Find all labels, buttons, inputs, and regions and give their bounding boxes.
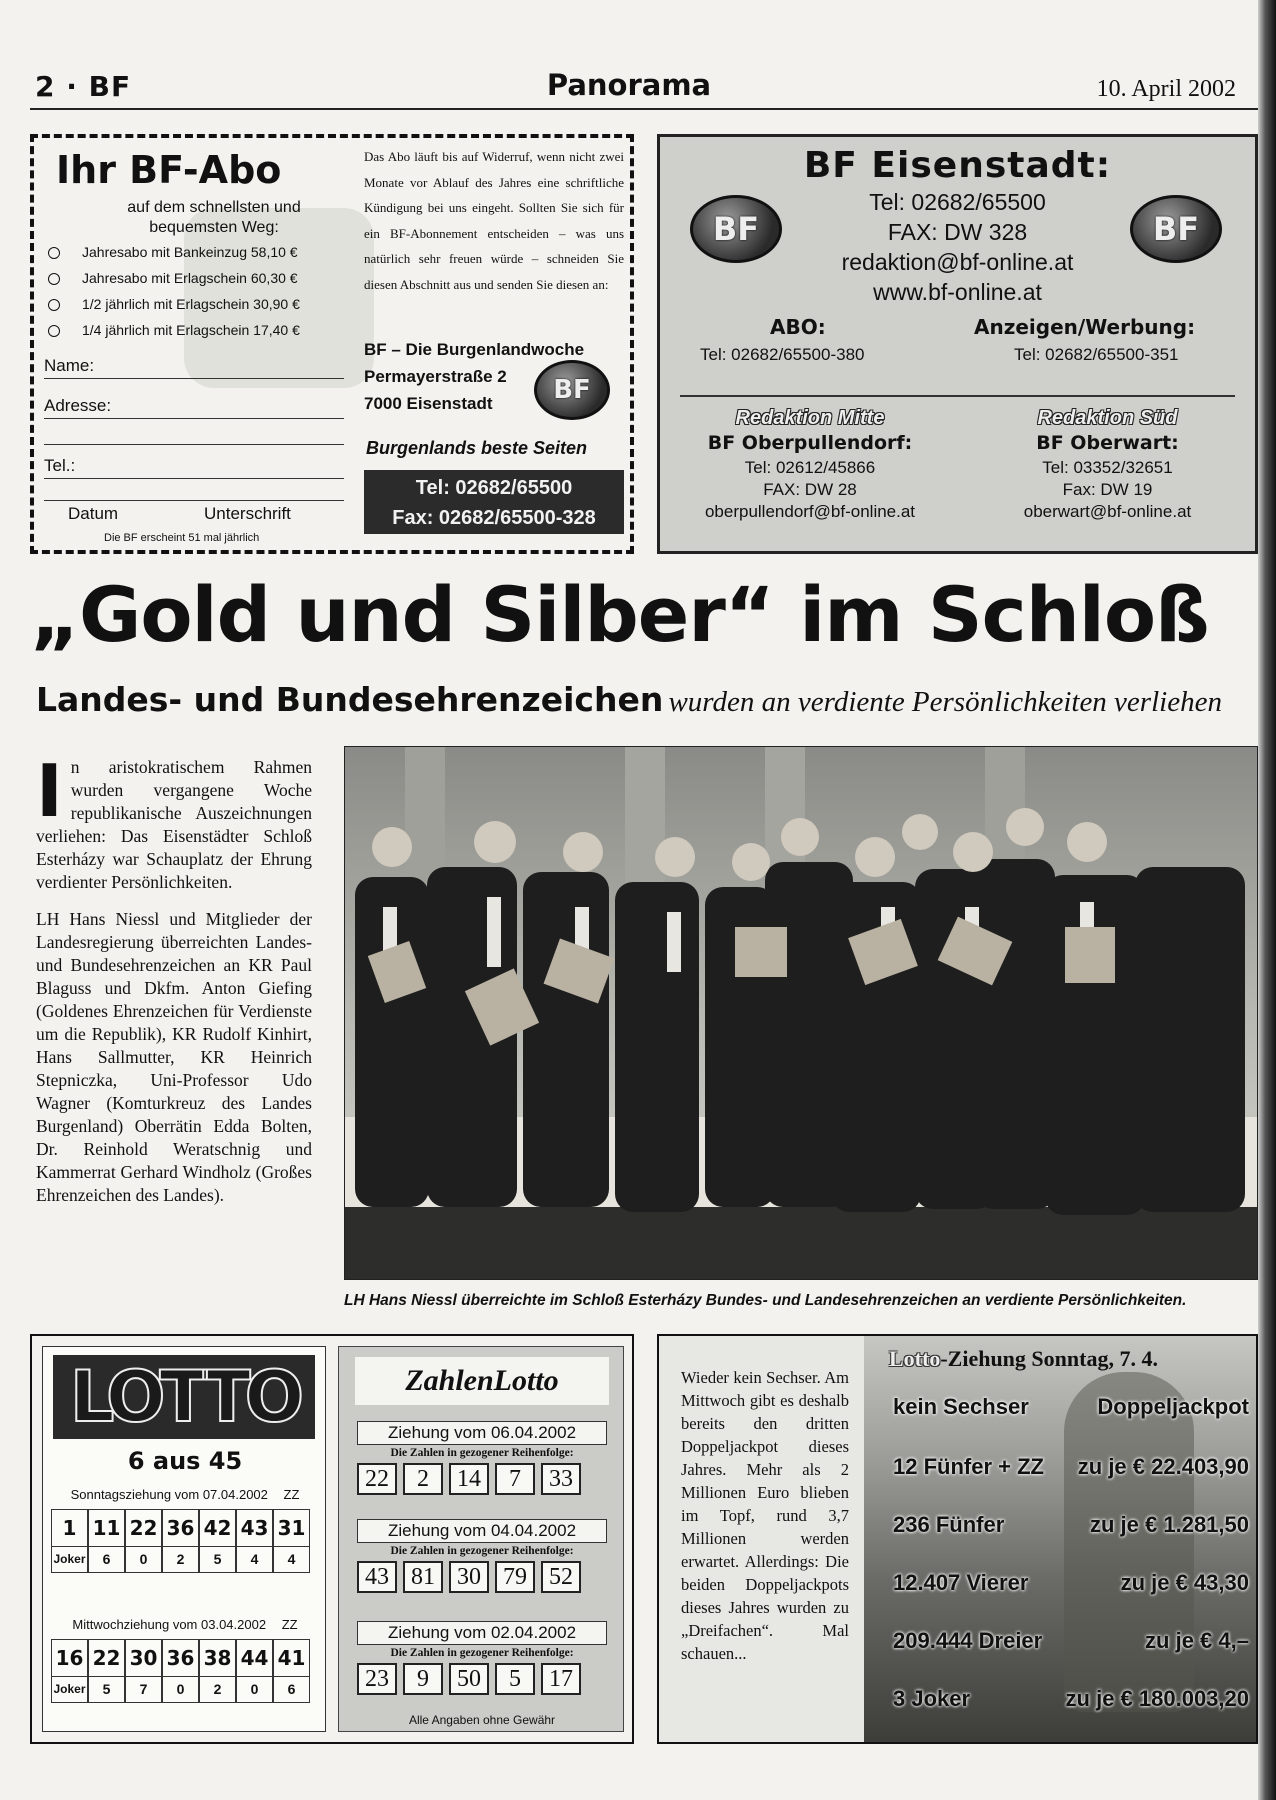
zahlenlotto-number: 2 (403, 1463, 443, 1495)
ziehung-photo-figure (1064, 1372, 1194, 1712)
zahlenlotto-numbers (357, 1463, 581, 1495)
bf-logo-icon: BF (690, 195, 782, 263)
lotto-results-box (30, 1334, 634, 1744)
joker-digit: 6 (88, 1547, 125, 1573)
sunday-draw-label: Sonntagsziehung vom 07.04.2002 ZZ (70, 1487, 300, 1502)
eisenstadt-email[interactable]: redaktion@bf-online.at (841, 249, 1074, 275)
award-ceremony-photo (344, 746, 1258, 1280)
ziehung-text: Wieder kein Sechser. Am Mittwoch gibt es deshalb bereits den dritten Doppeljackpot dieses Jahres. Mehr als 2 Millionen Euro blieben im Topf, rund 3,7 Millionen werden erwartet. Allerdings: Die beiden Doppeljackpots dieses Jahres wurden zu „Dreifachen“. Mal schauen... (681, 1368, 849, 1663)
ziehung-row-label: 209.444 Dreier (893, 1628, 1043, 1653)
joker-digit: 0 (125, 1547, 162, 1573)
zahlenlotto-number: 9 (403, 1663, 443, 1695)
ziehung-row (893, 1512, 1249, 1538)
page-binding-edge (1258, 0, 1276, 1800)
zahlenlotto-hint: Die Zahlen in gezogener Reihenfolge: (390, 1545, 574, 1557)
date-signature-line[interactable] (44, 500, 344, 501)
zahlenlotto-number: 50 (449, 1663, 489, 1695)
zahlenlotto-number: 79 (495, 1561, 535, 1593)
zahlenlotto-number: 7 (495, 1463, 535, 1495)
ziehung-row-value: zu je € 180.003,20 (1065, 1686, 1249, 1711)
lotto-logo: LOTTO (53, 1355, 315, 1439)
ziehung-row-label: 12.407 Vierer (893, 1570, 1029, 1595)
abo-label: ABO: (770, 315, 826, 339)
lotto-number: 11 (88, 1509, 125, 1547)
issue-date: 10. April 2002 (1096, 76, 1236, 102)
joker-digit: 0 (162, 1677, 199, 1703)
eisenstadt-divider (680, 395, 1235, 397)
photo-caption: LH Hans Niessl überreichte im Schloß Esterházy Bundes- und Landesehrenzeichen an verdiente Persönlichkeiten. (344, 1292, 1187, 1309)
ziehung-row (893, 1686, 1249, 1712)
zahlenlotto-draw-date: Ziehung vom 06.04.2002 (357, 1421, 607, 1445)
wednesday-joker-row (51, 1677, 310, 1703)
ziehung-row (893, 1454, 1249, 1480)
abo-contact-box: Tel: 02682/65500 Fax: 02682/65500-328 (364, 470, 624, 534)
lotto-6aus45-panel (42, 1346, 326, 1732)
zahlenlotto-number: 30 (449, 1561, 489, 1593)
lotto-number: 43 (236, 1509, 273, 1547)
lotto-number: 38 (199, 1639, 236, 1677)
abo-option[interactable]: Jahresabo mit Bankeinzug 58,10 € (48, 244, 298, 266)
abo-tagline: Burgenlands beste Seiten (366, 438, 588, 458)
lotto-ziehung-box (657, 1334, 1258, 1744)
article-subheadline (36, 680, 1266, 719)
bf-logo-icon: BF (1130, 195, 1222, 263)
zahlenlotto-numbers (357, 1663, 581, 1695)
zahlenlotto-number: 33 (541, 1463, 581, 1495)
redaktion-sued: Redaktion Süd BF Oberwart: Tel: 03352/32651 Fax: DW 19 oberwart@bf-online.at (1023, 407, 1192, 521)
lotto-number: 31 (273, 1509, 310, 1547)
bf-logo-icon: BF (534, 360, 610, 420)
phone-field[interactable] (44, 478, 344, 479)
ziehung-row-value: zu je € 22.403,90 (1077, 1454, 1249, 1479)
ziehung-title: Lotto-Ziehung Sonntag, 7. 4. (889, 1346, 1158, 1371)
lotto-number: 30 (125, 1639, 162, 1677)
ads-label: Anzeigen/Werbung: (974, 315, 1196, 339)
ziehung-row-label: 3 Joker (893, 1686, 971, 1711)
ads-tel: Tel: 02682/65500-351 (1014, 345, 1179, 364)
ziehung-row (893, 1394, 1249, 1420)
lotto-number: 22 (88, 1639, 125, 1677)
article-paragraph: In aristokratischem Rahmen wurden vergangene Woche republikanische Auszeichnungen verliehen: Das Eisenstädter Schloß Esterházy war Schauplatz der Ehrung verdienter Persönlichkeiten. (36, 749, 312, 892)
joker-digit: Joker (51, 1677, 88, 1703)
subheadline-bold: Landes- und Bundesehrenzeichen (36, 680, 664, 719)
dropcap: I (36, 749, 63, 833)
eisenstadt-tel: Tel: 02682/65500 (869, 189, 1046, 215)
abo-tel: Tel: 02682/65500-380 (700, 345, 865, 364)
joker-digit: 5 (199, 1547, 236, 1573)
joker-digit: 2 (162, 1547, 199, 1573)
wednesday-draw-label: Mittwochziehung vom 03.04.2002 ZZ (72, 1617, 298, 1632)
lotto-number: 22 (125, 1509, 162, 1547)
radio-icon[interactable] (48, 273, 60, 285)
address-field-label: Adresse: (44, 396, 112, 415)
signature-field-label: Unterschrift (204, 504, 291, 523)
article-headline: „Gold und Silber“ im Schloß (30, 570, 1209, 659)
abo-footnote: Die BF erscheint 51 mal jährlich (104, 532, 260, 544)
wednesday-number-row (51, 1639, 310, 1677)
name-field-label: Name: (44, 356, 95, 375)
radio-icon[interactable] (48, 299, 60, 311)
zahlenlotto-number: 23 (357, 1663, 397, 1695)
name-field[interactable] (44, 378, 344, 379)
photo-illustration (345, 747, 1258, 1280)
lotto-number: 36 (162, 1639, 199, 1677)
zahlenlotto-number: 52 (541, 1561, 581, 1593)
abo-option[interactable]: 1/4 jährlich mit Erlagschein 17,40 € (48, 322, 300, 344)
article-paragraph: LH Hans Niessl und Mitglieder der Landesregierung überreichten Landes- und Bundesehrenzeichen an KR Paul Blaguss und Dkfm. Anton Giefing (Goldenes Ehrenzeichen für Verdienste um die Republik), KR Rudolf Kinhirt, Hans Sallmutter, KR Heinrich Stepniczka, Uni-Professor Udo Wagner (Komturkreuz des Landes Burgenland) Oberrätin Edda Bolten, Dr. Reinhold Weratschnig und Kammerrat Gerhard Windholz (Großes Ehrenzeichen des Landes). (36, 909, 312, 1205)
zahlenlotto-number: 22 (357, 1463, 397, 1495)
eisenstadt-fax: FAX: DW 328 (887, 219, 1028, 245)
zahlenlotto-logo: ZahlenLotto (355, 1357, 609, 1405)
abo-subtitle: auf dem schnellsten und bequemsten Weg: (127, 199, 301, 236)
zahlenlotto-disclaimer: Alle Angaben ohne Gewähr (408, 1713, 556, 1727)
ziehung-row-label: 12 Fünfer + ZZ (893, 1454, 1044, 1479)
redaktion-mitte: Redaktion Mitte BF Oberpullendorf: Tel: 02612/45866 FAX: DW 28 oberpullendorf@bf-online.at (704, 407, 916, 521)
zahlenlotto-hint: Die Zahlen in gezogener Reihenfolge: (390, 1447, 574, 1459)
date-field-label: Datum (68, 504, 119, 523)
abo-terms-text: Das Abo läuft bis auf Widerruf, wenn nicht zwei Monate vor Ablauf des Jahres eine schriftliche Kündigung bei uns eingeht. Sollten Sie sich für ein BF-Abonnement entscheiden – was uns natürlich sehr freuen würde – schneiden Sie diesen Abschnitt aus und senden Sie diesen an: (364, 149, 624, 292)
ziehung-row-value: Doppeljackpot (1097, 1394, 1249, 1419)
joker-digit: 0 (236, 1677, 273, 1703)
joker-digit: 7 (125, 1677, 162, 1703)
joker-digit: Joker (51, 1547, 88, 1573)
zahlenlotto-hint: Die Zahlen in gezogener Reihenfolge: (390, 1647, 574, 1659)
lotto-game-name: 6 aus 45 (127, 1447, 243, 1475)
zahlenlotto-number: 81 (403, 1561, 443, 1593)
zahlenlotto-number: 43 (357, 1561, 397, 1593)
radio-icon[interactable] (48, 247, 60, 259)
zahlenlotto-panel (338, 1346, 624, 1732)
eisenstadt-web[interactable]: www.bf-online.at (873, 279, 1042, 305)
abo-option[interactable]: 1/2 jährlich mit Erlagschein 30,90 € (48, 296, 300, 318)
ziehung-row-label: 236 Fünfer (893, 1512, 1005, 1537)
eisenstadt-title: BF Eisenstadt: (803, 145, 1112, 186)
address-field[interactable] (44, 418, 344, 419)
ziehung-row (893, 1570, 1249, 1596)
zahlenlotto-draw-date: Ziehung vom 04.04.2002 (357, 1519, 607, 1543)
zahlenlotto-number: 14 (449, 1463, 489, 1495)
joker-digit: 6 (273, 1677, 310, 1703)
lotto-number: 44 (236, 1639, 273, 1677)
contact-box-eisenstadt (657, 134, 1258, 554)
lotto-number: 1 (51, 1509, 88, 1547)
sunday-number-row (51, 1509, 310, 1547)
page-number: 2 · BF (35, 70, 132, 103)
zahlenlotto-number: 5 (495, 1663, 535, 1695)
address-field-line-2[interactable] (44, 444, 344, 445)
radio-icon[interactable] (48, 325, 60, 337)
lotto-number: 36 (162, 1509, 199, 1547)
sunday-joker-row (51, 1547, 310, 1573)
ziehung-row-value: zu je € 1.281,50 (1090, 1512, 1249, 1537)
abo-title: Ihr BF-Abo (56, 148, 282, 192)
section-title: Panorama (546, 68, 712, 102)
ziehung-row-label: kein Sechser (893, 1394, 1029, 1419)
lotto-number: 41 (273, 1639, 310, 1677)
joker-digit: 5 (88, 1677, 125, 1703)
zahlenlotto-numbers (357, 1561, 581, 1593)
zahlenlotto-draw-date: Ziehung vom 02.04.2002 (357, 1621, 607, 1645)
joker-digit: 4 (236, 1547, 273, 1573)
ziehung-row (893, 1628, 1249, 1654)
lotto-number: 16 (51, 1639, 88, 1677)
joker-digit: 2 (199, 1677, 236, 1703)
wednesday-numbers (51, 1639, 310, 1703)
abo-coupon (30, 134, 634, 554)
subheadline-italic: wurden an verdiente Persönlichkeiten verliehen (668, 686, 1222, 718)
joker-digit: 4 (273, 1547, 310, 1573)
article-body (36, 749, 312, 1207)
ziehung-row-value: zu je € 43,30 (1120, 1570, 1249, 1595)
header-rule (30, 108, 1258, 110)
lotto-number: 42 (199, 1509, 236, 1547)
abo-option[interactable]: Jahresabo mit Erlagschein 60,30 € (48, 270, 298, 292)
ziehung-row-value: zu je € 4,– (1145, 1628, 1249, 1653)
phone-field-label: Tel.: (44, 456, 76, 475)
abo-address: BF – Die Burgenlandwoche Permayerstraße 2 7000 Eisenstadt (364, 340, 585, 413)
sunday-numbers (51, 1509, 310, 1573)
zahlenlotto-number: 17 (541, 1663, 581, 1695)
